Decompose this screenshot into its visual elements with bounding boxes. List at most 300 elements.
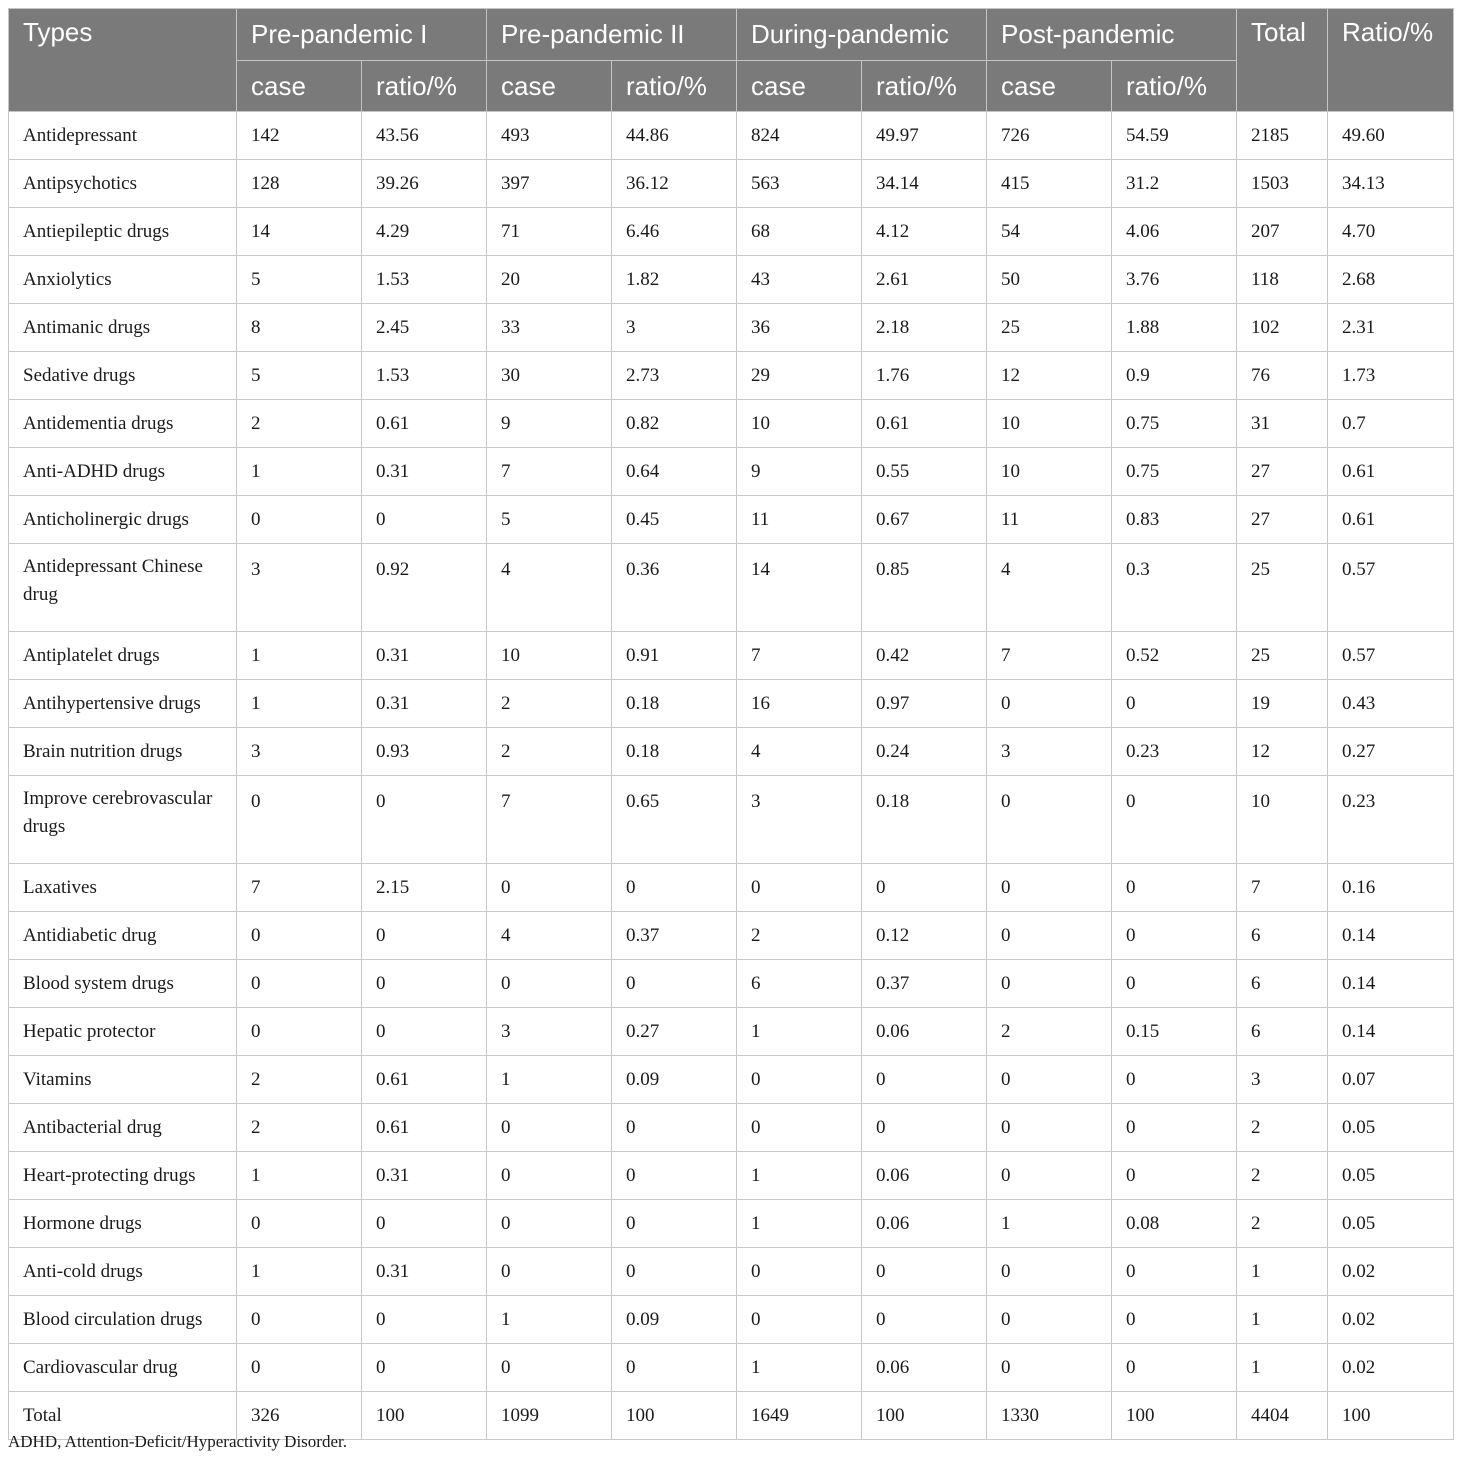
table-cell: 0.9 bbox=[1112, 352, 1237, 400]
table-cell: 50 bbox=[987, 256, 1112, 304]
table-cell: 10 bbox=[987, 400, 1112, 448]
row-type-label: Anticholinergic drugs bbox=[9, 496, 237, 544]
table-cell: 0 bbox=[862, 1104, 987, 1152]
table-cell: 1 bbox=[1237, 1296, 1328, 1344]
table-cell: 0 bbox=[987, 1152, 1112, 1200]
row-type-label: Cardiovascular drug bbox=[9, 1344, 237, 1392]
table-cell: 7 bbox=[487, 448, 612, 496]
table-cell: 6 bbox=[1237, 912, 1328, 960]
table-cell: 1 bbox=[737, 1008, 862, 1056]
table-cell: 0 bbox=[612, 1248, 737, 1296]
table-cell: 102 bbox=[1237, 304, 1328, 352]
table-cell: 3 bbox=[612, 304, 737, 352]
row-type-label: Anti-ADHD drugs bbox=[9, 448, 237, 496]
table-cell: 25 bbox=[987, 304, 1112, 352]
table-cell: 0.06 bbox=[862, 1152, 987, 1200]
table-cell: 0.02 bbox=[1328, 1344, 1454, 1392]
table-cell: 1 bbox=[237, 680, 362, 728]
table-row bbox=[9, 304, 1454, 352]
table-cell: 2.31 bbox=[1328, 304, 1454, 352]
table-cell: 9 bbox=[737, 448, 862, 496]
table-cell: 0.31 bbox=[362, 632, 487, 680]
table-row bbox=[9, 864, 1454, 912]
table-cell: 0.65 bbox=[612, 776, 737, 864]
table-cell: 0 bbox=[862, 864, 987, 912]
table-cell: 4404 bbox=[1237, 1392, 1328, 1440]
table-cell: 100 bbox=[1328, 1392, 1454, 1440]
row-type-label: Hormone drugs bbox=[9, 1200, 237, 1248]
table-cell: 415 bbox=[987, 160, 1112, 208]
table-cell: 3 bbox=[237, 544, 362, 632]
table-cell: 16 bbox=[737, 680, 862, 728]
table-cell: 1.53 bbox=[362, 352, 487, 400]
table-cell: 0.82 bbox=[612, 400, 737, 448]
table-cell: 49.60 bbox=[1328, 112, 1454, 160]
subheader-ratio: ratio/% bbox=[612, 61, 737, 112]
table-cell: 0 bbox=[1112, 1248, 1237, 1296]
table-cell: 10 bbox=[987, 448, 1112, 496]
table-cell: 71 bbox=[487, 208, 612, 256]
table-cell: 0.18 bbox=[612, 680, 737, 728]
table-cell: 0 bbox=[362, 1344, 487, 1392]
table-cell: 4 bbox=[737, 728, 862, 776]
table-row bbox=[9, 160, 1454, 208]
table-cell: 4.06 bbox=[1112, 208, 1237, 256]
table-cell: 20 bbox=[487, 256, 612, 304]
table-cell: 11 bbox=[737, 496, 862, 544]
subheader-case: case bbox=[237, 61, 362, 112]
row-type-label: Heart-protecting drugs bbox=[9, 1152, 237, 1200]
row-type-label: Anti-cold drugs bbox=[9, 1248, 237, 1296]
table-row bbox=[9, 544, 1454, 632]
row-type-label: Blood system drugs bbox=[9, 960, 237, 1008]
table-cell: 128 bbox=[237, 160, 362, 208]
table-cell: 0 bbox=[1112, 1344, 1237, 1392]
table-cell: 0 bbox=[362, 960, 487, 1008]
table-cell: 0 bbox=[487, 864, 612, 912]
table-cell: 19 bbox=[1237, 680, 1328, 728]
table-cell: 493 bbox=[487, 112, 612, 160]
table-row bbox=[9, 1296, 1454, 1344]
table-cell: 824 bbox=[737, 112, 862, 160]
table-row bbox=[9, 1008, 1454, 1056]
table-cell: 12 bbox=[1237, 728, 1328, 776]
table-cell: 1.73 bbox=[1328, 352, 1454, 400]
table-cell: 12 bbox=[987, 352, 1112, 400]
table-cell: 0.07 bbox=[1328, 1056, 1454, 1104]
table-cell: 1.76 bbox=[862, 352, 987, 400]
table-cell: 0.14 bbox=[1328, 1008, 1454, 1056]
table-cell: 0.91 bbox=[612, 632, 737, 680]
table-cell: 2.18 bbox=[862, 304, 987, 352]
table-cell: 0 bbox=[237, 496, 362, 544]
table-cell: 0 bbox=[862, 1248, 987, 1296]
table-cell: 0 bbox=[737, 864, 862, 912]
table-footnote: ADHD, Attention-Deficit/Hyperactivity Disorder. bbox=[8, 1432, 347, 1451]
table-cell: 4 bbox=[487, 912, 612, 960]
drug-types-table bbox=[8, 8, 1454, 1440]
table-cell: 0 bbox=[362, 1008, 487, 1056]
table-cell: 0.27 bbox=[1328, 728, 1454, 776]
table-cell: 0 bbox=[487, 960, 612, 1008]
table-cell: 4 bbox=[987, 544, 1112, 632]
table-cell: 1 bbox=[737, 1344, 862, 1392]
table-cell: 0.12 bbox=[862, 912, 987, 960]
table-cell: 0.02 bbox=[1328, 1248, 1454, 1296]
table-cell: 0.57 bbox=[1328, 544, 1454, 632]
table-cell: 1.88 bbox=[1112, 304, 1237, 352]
table-cell: 1503 bbox=[1237, 160, 1328, 208]
table-cell: 0 bbox=[237, 1296, 362, 1344]
table-cell: 0.06 bbox=[862, 1200, 987, 1248]
table-cell: 1099 bbox=[487, 1392, 612, 1440]
table-row bbox=[9, 496, 1454, 544]
table-row bbox=[9, 728, 1454, 776]
table-cell: 34.13 bbox=[1328, 160, 1454, 208]
table-cell: 31.2 bbox=[1112, 160, 1237, 208]
table-cell: 6.46 bbox=[612, 208, 737, 256]
table-cell: 5 bbox=[237, 352, 362, 400]
table-cell: 0.15 bbox=[1112, 1008, 1237, 1056]
table-cell: 0.36 bbox=[612, 544, 737, 632]
table-row bbox=[9, 1056, 1454, 1104]
table-cell: 0.14 bbox=[1328, 912, 1454, 960]
table-cell: 0 bbox=[237, 1200, 362, 1248]
table-row bbox=[9, 632, 1454, 680]
table-cell: 0 bbox=[1112, 1296, 1237, 1344]
table-cell: 0 bbox=[237, 1008, 362, 1056]
table-cell: 0 bbox=[737, 1056, 862, 1104]
row-type-label: Antidiabetic drug bbox=[9, 912, 237, 960]
table-cell: 0.06 bbox=[862, 1344, 987, 1392]
table-cell: 2185 bbox=[1237, 112, 1328, 160]
table-row bbox=[9, 1104, 1454, 1152]
table-cell: 0 bbox=[487, 1152, 612, 1200]
table-cell: 6 bbox=[1237, 1008, 1328, 1056]
table-cell: 2.61 bbox=[862, 256, 987, 304]
table-cell: 0 bbox=[237, 912, 362, 960]
table-cell: 6 bbox=[737, 960, 862, 1008]
table-cell: 0.14 bbox=[1328, 960, 1454, 1008]
table-cell: 7 bbox=[737, 632, 862, 680]
table-cell: 0 bbox=[612, 960, 737, 1008]
table-cell: 2 bbox=[237, 1104, 362, 1152]
table-row bbox=[9, 1248, 1454, 1296]
table-cell: 0 bbox=[237, 776, 362, 864]
table-cell: 100 bbox=[1112, 1392, 1237, 1440]
table-cell: 0 bbox=[612, 1152, 737, 1200]
table-cell: 36.12 bbox=[612, 160, 737, 208]
table-cell: 207 bbox=[1237, 208, 1328, 256]
table-cell: 0 bbox=[987, 776, 1112, 864]
table-cell: 2 bbox=[487, 680, 612, 728]
table-row bbox=[9, 776, 1454, 864]
table-cell: 1 bbox=[237, 632, 362, 680]
table-cell: 0.43 bbox=[1328, 680, 1454, 728]
row-type-label: Antimanic drugs bbox=[9, 304, 237, 352]
table-cell: 0.37 bbox=[612, 912, 737, 960]
table-row bbox=[9, 1344, 1454, 1392]
table-row bbox=[9, 960, 1454, 1008]
table-cell: 0.7 bbox=[1328, 400, 1454, 448]
table-cell: 0.75 bbox=[1112, 400, 1237, 448]
table-cell: 0 bbox=[987, 1104, 1112, 1152]
table-cell: 0.31 bbox=[362, 680, 487, 728]
table-cell: 49.97 bbox=[862, 112, 987, 160]
table-cell: 0.31 bbox=[362, 1248, 487, 1296]
table-cell: 3 bbox=[1237, 1056, 1328, 1104]
table-cell: 4.70 bbox=[1328, 208, 1454, 256]
table-cell: 0 bbox=[987, 1296, 1112, 1344]
subheader-case: case bbox=[487, 61, 612, 112]
table-cell: 0 bbox=[487, 1200, 612, 1248]
table-cell: 1 bbox=[737, 1152, 862, 1200]
table-cell: 4 bbox=[487, 544, 612, 632]
table-cell: 54.59 bbox=[1112, 112, 1237, 160]
table-cell: 0.97 bbox=[862, 680, 987, 728]
table-cell: 0.05 bbox=[1328, 1200, 1454, 1248]
table-cell: 0 bbox=[362, 1200, 487, 1248]
table-cell: 27 bbox=[1237, 496, 1328, 544]
table-cell: 142 bbox=[237, 112, 362, 160]
table-cell: 0 bbox=[1112, 864, 1237, 912]
table-cell: 0.52 bbox=[1112, 632, 1237, 680]
table-cell: 33 bbox=[487, 304, 612, 352]
table-cell: 0.37 bbox=[862, 960, 987, 1008]
table-cell: 0 bbox=[362, 496, 487, 544]
table-cell: 0.92 bbox=[362, 544, 487, 632]
table-cell: 3 bbox=[987, 728, 1112, 776]
table-cell: 0 bbox=[1112, 1152, 1237, 1200]
table-cell: 0 bbox=[987, 1344, 1112, 1392]
header-period: Pre-pandemic II bbox=[487, 9, 737, 61]
row-type-label: Antidepressant Chinese drug bbox=[9, 544, 237, 632]
table-cell: 2 bbox=[1237, 1152, 1328, 1200]
table-cell: 0 bbox=[1112, 680, 1237, 728]
header-period: Post-pandemic bbox=[987, 9, 1237, 61]
table-row bbox=[9, 112, 1454, 160]
table-cell: 1330 bbox=[987, 1392, 1112, 1440]
table-row bbox=[9, 256, 1454, 304]
table-cell: 10 bbox=[1237, 776, 1328, 864]
table-cell: 2 bbox=[987, 1008, 1112, 1056]
table-cell: 2 bbox=[1237, 1200, 1328, 1248]
table-cell: 2.45 bbox=[362, 304, 487, 352]
table-body bbox=[9, 112, 1454, 1440]
table-cell: 7 bbox=[237, 864, 362, 912]
table-cell: 397 bbox=[487, 160, 612, 208]
table-cell: 0.42 bbox=[862, 632, 987, 680]
table-cell: 2.73 bbox=[612, 352, 737, 400]
table-row bbox=[9, 448, 1454, 496]
table-cell: 9 bbox=[487, 400, 612, 448]
table-cell: 29 bbox=[737, 352, 862, 400]
table-cell: 0 bbox=[487, 1248, 612, 1296]
table-cell: 0.61 bbox=[1328, 448, 1454, 496]
table-cell: 25 bbox=[1237, 544, 1328, 632]
table-cell: 0.61 bbox=[362, 400, 487, 448]
table-cell: 36 bbox=[737, 304, 862, 352]
table-cell: 43.56 bbox=[362, 112, 487, 160]
table-cell: 0 bbox=[987, 864, 1112, 912]
table-cell: 118 bbox=[1237, 256, 1328, 304]
table-cell: 0 bbox=[362, 1296, 487, 1344]
table-cell: 0.18 bbox=[862, 776, 987, 864]
header-total: Total bbox=[1237, 9, 1328, 112]
table-cell: 2.15 bbox=[362, 864, 487, 912]
row-type-label: Anxiolytics bbox=[9, 256, 237, 304]
table-cell: 27 bbox=[1237, 448, 1328, 496]
table-cell: 2 bbox=[737, 912, 862, 960]
table-cell: 0 bbox=[737, 1104, 862, 1152]
table-cell: 30 bbox=[487, 352, 612, 400]
table-cell: 0.31 bbox=[362, 1152, 487, 1200]
table-row bbox=[9, 1152, 1454, 1200]
table-cell: 0.3 bbox=[1112, 544, 1237, 632]
table-cell: 0.93 bbox=[362, 728, 487, 776]
table-cell: 0 bbox=[487, 1344, 612, 1392]
table-cell: 0.61 bbox=[1328, 496, 1454, 544]
table-cell: 0.23 bbox=[1328, 776, 1454, 864]
table-cell: 0.16 bbox=[1328, 864, 1454, 912]
table-cell: 0 bbox=[987, 912, 1112, 960]
header-period: Pre-pandemic I bbox=[237, 9, 487, 61]
row-type-label: Antidementia drugs bbox=[9, 400, 237, 448]
table-cell: 0.24 bbox=[862, 728, 987, 776]
table-cell: 0 bbox=[487, 1104, 612, 1152]
table-cell: 0 bbox=[987, 960, 1112, 1008]
table-cell: 0 bbox=[1112, 1104, 1237, 1152]
table-cell: 14 bbox=[737, 544, 862, 632]
table-cell: 0 bbox=[612, 1200, 737, 1248]
table-cell: 1 bbox=[1237, 1344, 1328, 1392]
table-cell: 100 bbox=[362, 1392, 487, 1440]
table-cell: 0.61 bbox=[362, 1056, 487, 1104]
row-type-label: Brain nutrition drugs bbox=[9, 728, 237, 776]
table-cell: 0 bbox=[1112, 912, 1237, 960]
table-cell: 1.82 bbox=[612, 256, 737, 304]
table-cell: 1 bbox=[237, 448, 362, 496]
table-cell: 0 bbox=[612, 864, 737, 912]
table-row bbox=[9, 1200, 1454, 1248]
table-cell: 0 bbox=[862, 1296, 987, 1344]
table-cell: 0.09 bbox=[612, 1296, 737, 1344]
table-cell: 563 bbox=[737, 160, 862, 208]
table-cell: 7 bbox=[987, 632, 1112, 680]
table-cell: 0.23 bbox=[1112, 728, 1237, 776]
table-cell: 0 bbox=[362, 912, 487, 960]
table-cell: 0.05 bbox=[1328, 1104, 1454, 1152]
subheader-case: case bbox=[987, 61, 1112, 112]
table-cell: 3.76 bbox=[1112, 256, 1237, 304]
table-cell: 31 bbox=[1237, 400, 1328, 448]
table-cell: 11 bbox=[987, 496, 1112, 544]
table-cell: 76 bbox=[1237, 352, 1328, 400]
table-cell: 1649 bbox=[737, 1392, 862, 1440]
table-cell: 0.02 bbox=[1328, 1296, 1454, 1344]
row-type-label: Vitamins bbox=[9, 1056, 237, 1104]
table-cell: 1 bbox=[737, 1200, 862, 1248]
table-cell: 0.05 bbox=[1328, 1152, 1454, 1200]
table-cell: 2.68 bbox=[1328, 256, 1454, 304]
table-cell: 5 bbox=[487, 496, 612, 544]
table-cell: 1 bbox=[487, 1056, 612, 1104]
row-type-label: Antipsychotics bbox=[9, 160, 237, 208]
table-cell: 5 bbox=[237, 256, 362, 304]
row-type-label: Blood circulation drugs bbox=[9, 1296, 237, 1344]
row-type-label: Total bbox=[9, 1392, 237, 1440]
table-cell: 3 bbox=[237, 728, 362, 776]
table-cell: 1 bbox=[1237, 1248, 1328, 1296]
table-cell: 0 bbox=[987, 680, 1112, 728]
table-cell: 4.29 bbox=[362, 208, 487, 256]
table-cell: 0 bbox=[737, 1248, 862, 1296]
subheader-case: case bbox=[737, 61, 862, 112]
table-cell: 0 bbox=[987, 1056, 1112, 1104]
table-cell: 0 bbox=[237, 960, 362, 1008]
table-cell: 68 bbox=[737, 208, 862, 256]
subheader-ratio: ratio/% bbox=[362, 61, 487, 112]
table-cell: 0 bbox=[612, 1104, 737, 1152]
row-type-label: Antiepileptic drugs bbox=[9, 208, 237, 256]
table-cell: 100 bbox=[862, 1392, 987, 1440]
table-cell: 10 bbox=[737, 400, 862, 448]
table-cell: 7 bbox=[1237, 864, 1328, 912]
table-cell: 0.61 bbox=[362, 1104, 487, 1152]
table-cell: 0.61 bbox=[862, 400, 987, 448]
table-cell: 326 bbox=[237, 1392, 362, 1440]
table-cell: 0 bbox=[1112, 776, 1237, 864]
table-cell: 0.09 bbox=[612, 1056, 737, 1104]
header-ratio: Ratio/% bbox=[1328, 9, 1454, 112]
table-cell: 3 bbox=[487, 1008, 612, 1056]
table-row bbox=[9, 400, 1454, 448]
header-period: During-pandemic bbox=[737, 9, 987, 61]
table-cell: 0.55 bbox=[862, 448, 987, 496]
row-type-label: Hepatic protector bbox=[9, 1008, 237, 1056]
table-cell: 1 bbox=[987, 1200, 1112, 1248]
drug-types-table-container bbox=[8, 8, 1453, 1440]
header-types: Types bbox=[9, 9, 237, 112]
table-cell: 2 bbox=[237, 400, 362, 448]
subheader-ratio: ratio/% bbox=[862, 61, 987, 112]
table-cell: 0.57 bbox=[1328, 632, 1454, 680]
table-cell: 1 bbox=[237, 1152, 362, 1200]
table-cell: 0.85 bbox=[862, 544, 987, 632]
table-cell: 0.27 bbox=[612, 1008, 737, 1056]
table-cell: 3 bbox=[737, 776, 862, 864]
table-cell: 0.75 bbox=[1112, 448, 1237, 496]
table-cell: 2 bbox=[487, 728, 612, 776]
table-row bbox=[9, 912, 1454, 960]
row-type-label: Antihypertensive drugs bbox=[9, 680, 237, 728]
table-cell: 0.18 bbox=[612, 728, 737, 776]
table-cell: 0 bbox=[612, 1344, 737, 1392]
table-cell: 0 bbox=[362, 776, 487, 864]
table-cell: 34.14 bbox=[862, 160, 987, 208]
table-cell: 0 bbox=[862, 1056, 987, 1104]
row-type-label: Antidepressant bbox=[9, 112, 237, 160]
table-cell: 0 bbox=[987, 1248, 1112, 1296]
table-cell: 0.83 bbox=[1112, 496, 1237, 544]
table-cell: 39.26 bbox=[362, 160, 487, 208]
row-type-label: Laxatives bbox=[9, 864, 237, 912]
table-cell: 2 bbox=[237, 1056, 362, 1104]
table-cell: 7 bbox=[487, 776, 612, 864]
table-cell: 43 bbox=[737, 256, 862, 304]
row-type-label: Antibacterial drug bbox=[9, 1104, 237, 1152]
table-cell: 6 bbox=[1237, 960, 1328, 1008]
